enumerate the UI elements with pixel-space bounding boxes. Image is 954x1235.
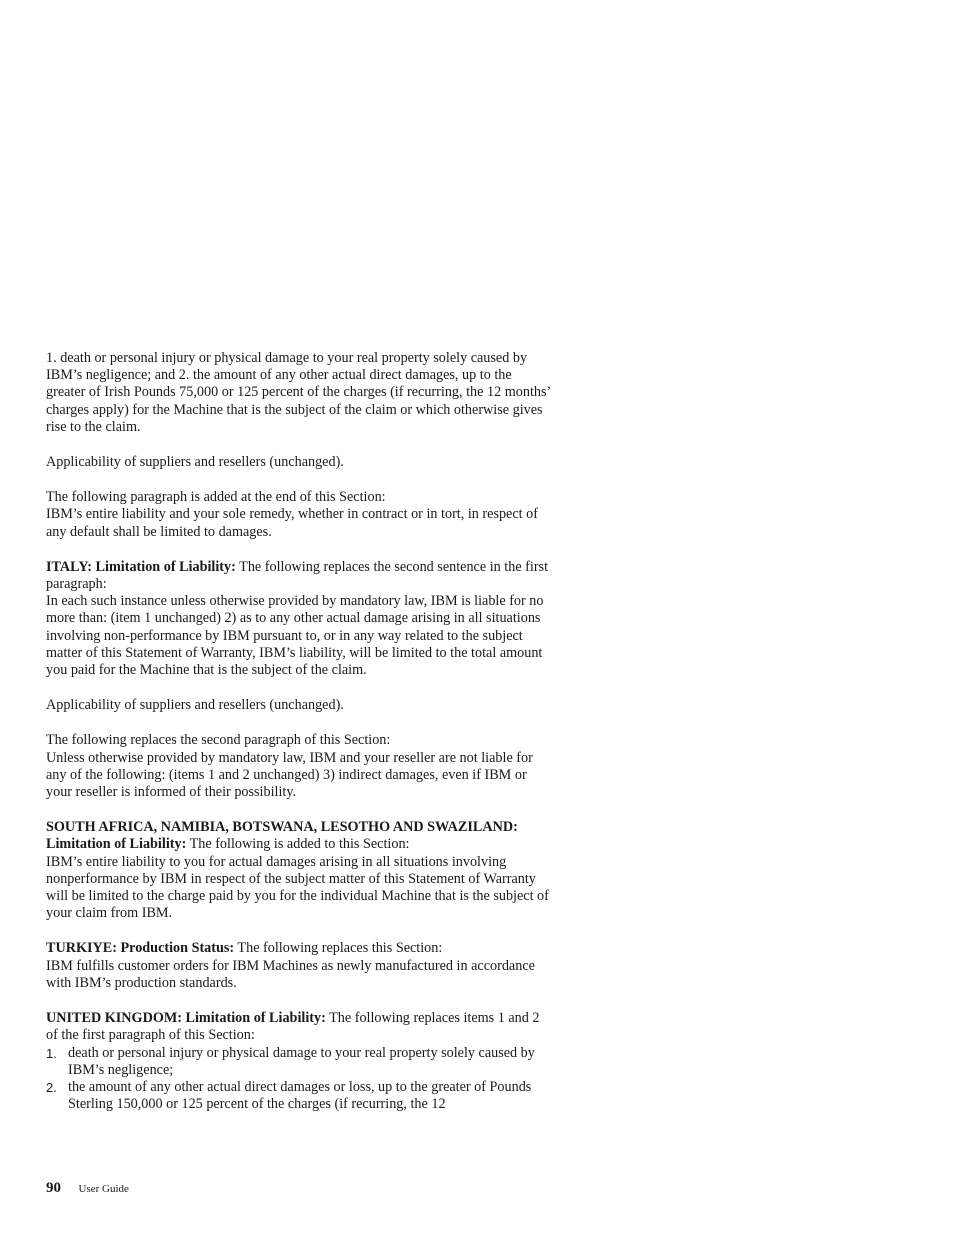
page-footer [46, 1180, 129, 1197]
turkiye-heading: TURKIYE: Production Status: [46, 940, 235, 957]
south-africa-body: IBM’s entire liability to you for actual damages arising in all situations involving nonperformance by IBM in respect of the subject matter of this Statement of Warranty will be limited to the charge paid by you for the individual Machine that is the subject of your claim from IBM. [46, 853, 549, 922]
paragraph-added-intro: The following paragraph is added at the end of this Section: [46, 489, 386, 506]
paragraph-suppliers-resellers: Applicability of suppliers and resellers (unchanged). [46, 454, 344, 471]
turkiye-body: IBM fulfills customer orders for IBM Machines as newly manufactured in accordance with IBM’s production standards. [46, 957, 535, 991]
paragraph-ireland-items: 1. death or personal injury or physical damage to your real property solely caused by IBM’s negligence; and 2. the amount of any other actual direct damages, up to the greater of Irish Pounds 75,000 or 125 percent of the charges (if recurring, the 12 months’ charges apply) for the Machine that is the subject of the claim or which otherwise gives rise to the claim. [46, 350, 551, 435]
uk-items-list [46, 1045, 551, 1114]
list-item-text: the amount of any other actual direct damages or loss, up to the greater of Pounds Sterling 150,000 or 125 percent of the charges (if recurring, the 12 [68, 1078, 532, 1113]
south-africa-subheading: Limitation of Liability: [46, 836, 187, 853]
page-body [46, 350, 551, 1113]
list-item-number: 2. [46, 1079, 57, 1095]
paragraph-suppliers-resellers-2: Applicability of suppliers and resellers (unchanged). [46, 697, 344, 714]
south-africa-heading: SOUTH AFRICA, NAMIBIA, BOTSWANA, LESOTHO AND SWAZILAND: [46, 819, 518, 836]
paragraph-replaces-body: Unless otherwise provided by mandatory law, IBM and your reseller are not liable for any of the following: (items 1 and 2 unchanged) 3) indirect damages, even if IBM or your reseller is informed of their possibility. [46, 749, 533, 801]
south-africa-intro-text: The following is added to this Section: [186, 836, 410, 853]
south-africa-heading-line [46, 819, 551, 836]
list-item-number: 1. [46, 1045, 57, 1061]
paragraph-added-body: IBM’s entire liability and your sole remedy, whether in contract or in tort, in respect of any default shall be limited to damages. [46, 506, 538, 540]
italy-section-body: In each such instance unless otherwise provided by mandatory law, IBM is liable for no more than: (item 1 unchanged) 2) as to any other actual damage arising in all situations involving non-performance by IBM pursuant to, or in any way related to the subject matter of this Statement of Warranty, IBM’s liability, will be limited to the total amount you paid for the Machine that is the subject of the claim. [46, 593, 544, 679]
turkiye-intro [46, 940, 551, 957]
list-item [46, 1079, 551, 1113]
uk-intro-text: The following replaces items 1 and 2 of the first paragraph of this Section: [46, 1010, 540, 1044]
list-item-text: death or personal injury or physical damage to your real property solely caused by IBM’s negligence; [68, 1044, 535, 1078]
list-item [46, 1045, 551, 1079]
south-africa-intro [46, 836, 551, 853]
uk-heading: UNITED KINGDOM: Limitation of Liability: [46, 1010, 326, 1027]
document-name: User Guide [78, 1183, 129, 1195]
italy-heading: ITALY: Limitation of Liability: [46, 558, 236, 575]
italy-section-intro [46, 559, 551, 593]
paragraph-replaces-intro: The following replaces the second paragraph of this Section: [46, 732, 391, 749]
page-number: 90 [46, 1180, 61, 1196]
italy-intro-text: The following replaces the second sentence in the first paragraph: [46, 558, 549, 593]
turkiye-intro-text: The following replaces this Section: [234, 940, 443, 957]
uk-intro [46, 1010, 551, 1044]
